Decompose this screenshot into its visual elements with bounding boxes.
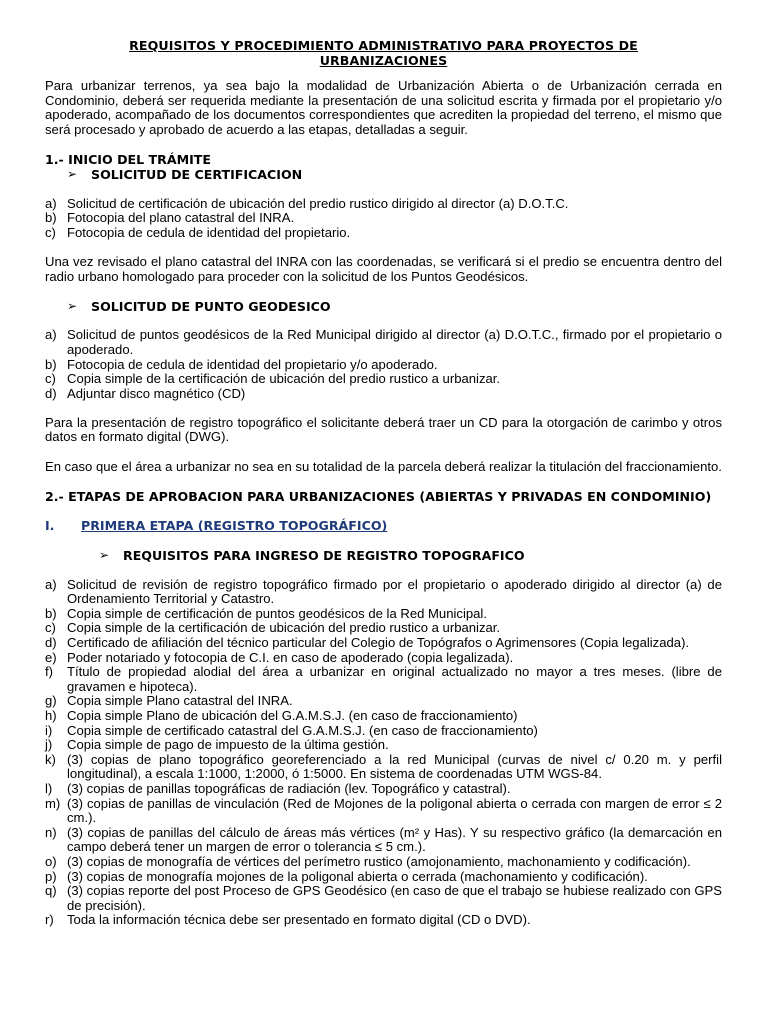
list-item-text: Certificado de afiliación del técnico particular del Colegio de Topógrafos o Agrimensores (Copia legalizada).: [67, 635, 690, 650]
list-item-text: Poder notariado y fotocopia de C.I. en caso de apoderado (copia legalizada).: [67, 649, 514, 665]
list-item: [45, 372, 722, 387]
list-item-marker: a): [45, 195, 57, 211]
list-item-marker: f): [45, 664, 53, 680]
intro-paragraph: Para urbanizar terrenos, ya sea bajo la modalidad de Urbanización Abierta o de Urbanización cerrada en Condominio, deberá ser requerida mediante la presentación de una solicitud escrita y firmada por el propietario y/o apoderado, acompañado de los documentos correspondientes que acrediten la propiedad del terreno, el mismo que será procesado y aprobado de acuerdo a las etapas, detalladas a seguir.: [45, 78, 722, 137]
section-2-bullet: [99, 548, 722, 563]
title-line-1: REQUISITOS Y PROCEDIMIENTO ADMINISTRATIVO PARA PROYECTOS DE: [129, 38, 638, 53]
list-item-marker: c): [45, 224, 56, 240]
section-1-heading: 1.- INICIO DEL TRÁMITE: [45, 151, 212, 167]
list-item-marker: m): [45, 795, 61, 811]
list-item-text: (3) copias reporte del post Proceso de GPS Geodésico (en caso de que el trabajo se hubiese realizado con GPS de precisión).: [67, 883, 722, 913]
list-item-marker: p): [45, 868, 57, 884]
list-item-marker: r): [45, 912, 54, 928]
list-item-marker: d): [45, 635, 57, 650]
list-item-marker: b): [45, 210, 57, 226]
section-1-bullet-1: [67, 167, 722, 182]
list-item: [45, 738, 722, 753]
list-item-marker: d): [45, 385, 57, 401]
section-1-bullet-2: [67, 299, 722, 314]
list-item-marker: a): [45, 576, 57, 592]
list-item-text: Fotocopia de cedula de identidad del propietario.: [67, 224, 351, 240]
list-item: [45, 753, 722, 782]
section-1-paragraph-3: En caso que el área a urbanizar no sea en su totalidad de la parcela deberá realizar la titulación del fraccionamiento.: [45, 458, 722, 474]
list-item: [45, 913, 722, 928]
list-item: [45, 651, 722, 666]
list-item: [45, 694, 722, 709]
list-item-marker: a): [45, 327, 57, 343]
section-2-heading: 2.- ETAPAS DE APROBACION PARA URBANIZACIONES (ABIERTAS Y PRIVADAS EN CONDOMINIO): [45, 488, 712, 504]
list-item: [45, 709, 722, 724]
list-item: [45, 328, 722, 357]
stage-number: I.: [45, 518, 55, 534]
arrowhead-bullet-icon: ➢: [67, 298, 78, 313]
list-item: [45, 358, 722, 373]
list-item-text: Copia simple de certificado catastral del G.A.M.S.J. (en caso de fraccionamiento): [67, 722, 538, 738]
list-item-text: Título de propiedad alodial del área a urbanizar en original actualizado no mayor a tres meses. (libre de gravamen e hipoteca).: [67, 664, 722, 694]
list-item-marker: h): [45, 707, 57, 723]
list-item-text: Toda la información técnica debe ser presentado en formato digital (CD o DVD).: [67, 912, 531, 928]
list-item-text: Copia simple de la certificación de ubicación del predio rustico a urbanizar.: [67, 371, 501, 387]
list-item-marker: k): [45, 751, 56, 767]
list-item: [45, 387, 722, 402]
list-item-marker: q): [45, 883, 57, 899]
list-item: [45, 197, 722, 212]
title-line-2: URBANIZACIONES: [319, 53, 448, 68]
list-item: [45, 884, 722, 913]
list-item-text: (3) copias de panillas de vinculación (Red de Mojones de la poligonal abierta o cerrada con margen de error ≤ 2 cm.).: [67, 795, 722, 826]
section-1-paragraph-2: Para la presentación de registro topográfico el solicitante deberá traer un CD para la otorgación de carimbo y otros datos en formato digital (DWG).: [45, 414, 722, 445]
list-item: [45, 578, 722, 607]
list-item-marker: c): [45, 371, 56, 387]
list-item: [45, 826, 722, 855]
list-item-text: Copia simple Plano catastral del INRA.: [67, 693, 293, 709]
list-item-text: Solicitud de puntos geodésicos de la Red Municipal dirigido al director (a) D.O.T.C., firmado por el propietario o apoderado.: [67, 327, 722, 357]
list-item-text: (3) copias de panillas topográficas de radiación (lev. Topográfico y catastral).: [67, 780, 511, 796]
list-item: [45, 797, 722, 826]
list-item: [45, 226, 722, 241]
list-item-text: (3) copias de panillas del cálculo de áreas más vértices (m² y Has). Y su respectivo gráfico (la demarcación en campo deberá tener un margen de error o tolerancia ≤ 5 cm.).: [67, 824, 722, 855]
list-item-marker: g): [45, 693, 57, 709]
list-item: [45, 724, 722, 739]
arrowhead-bullet-icon: ➢: [99, 548, 110, 563]
stage-label: PRIMERA ETAPA (REGISTRO TOPOGRÁFICO): [81, 518, 388, 534]
list-item-marker: c): [45, 620, 56, 636]
list-item-marker: o): [45, 853, 57, 869]
list-item: [45, 621, 722, 636]
certification-list: [45, 197, 722, 241]
list-item: [45, 607, 722, 622]
topographic-requirements-list: [45, 578, 722, 928]
section-1-paragraph-1: Una vez revisado el plano catastral del INRA con las coordenadas, se verificará si el predio se encuentra dentro del radio urbano homologado para proceder con la solicitud de los Puntos Geodésicos.: [45, 253, 722, 284]
list-item-marker: b): [45, 605, 57, 621]
list-item-marker: i): [45, 722, 53, 738]
arrowhead-bullet-icon: ➢: [67, 166, 78, 181]
stage-heading: [45, 518, 722, 533]
list-item-text: (3) copias de monografía de vértices del perímetro rustico (amojonamiento, machonamiento y codificación).: [67, 853, 691, 869]
list-item-marker: b): [45, 356, 57, 372]
list-item-marker: n): [45, 824, 57, 840]
list-item-text: Adjuntar disco magnético (CD): [67, 385, 246, 401]
bullet-label: SOLICITUD DE CERTIFICACION: [91, 166, 303, 182]
list-item-text: Solicitud de revisión de registro topográfico firmado por el propietario o apoderado dirigido al director (a) de Ordenamiento Territorial y Catastro.: [67, 576, 722, 607]
list-item-marker: j): [45, 737, 53, 753]
list-item-marker: l): [45, 780, 53, 796]
list-item-text: Solicitud de certificación de ubicación del predio rustico dirigido al director (a) D.O.T.C.: [67, 195, 569, 211]
list-item: [45, 870, 722, 885]
list-item-text: Copia simple de pago de impuesto de la última gestión.: [67, 737, 389, 753]
list-item-text: Copia simple de la certificación de ubicación del predio rustico a urbanizar.: [67, 620, 501, 636]
list-item-text: Fotocopia del plano catastral del INRA.: [67, 210, 295, 226]
list-item-text: Fotocopia de cedula de identidad del propietario y/o apoderado.: [67, 356, 438, 372]
list-item-marker: e): [45, 649, 57, 665]
list-item-text: (3) copias de monografía mojones de la poligonal abierta o cerrada (machonamiento y codificación).: [67, 868, 648, 884]
list-item-text: (3) copias de plano topográfico georeferenciado a la red Municipal (curvas de nivel c/ 0.20 m. y perfil longitudinal), a escala 1:1000, 1:2000, ó 1:5000. En sistema de coordenadas UTM WGS-84.: [67, 751, 722, 782]
list-item-text: Copia simple Plano de ubicación del G.A.M.S.J. (en caso de fraccionamiento): [67, 707, 518, 723]
list-item: [45, 855, 722, 870]
list-item: [45, 636, 722, 651]
bullet-label: SOLICITUD DE PUNTO GEODESICO: [91, 298, 331, 314]
list-item: [45, 665, 722, 694]
document-title: [45, 38, 722, 68]
geodesic-point-list: [45, 328, 722, 401]
list-item: [45, 782, 722, 797]
list-item-text: Copia simple de certificación de puntos geodésicos de la Red Municipal.: [67, 605, 487, 621]
list-item: [45, 211, 722, 226]
bullet-label: REQUISITOS PARA INGRESO DE REGISTRO TOPOGRAFICO: [123, 548, 525, 564]
